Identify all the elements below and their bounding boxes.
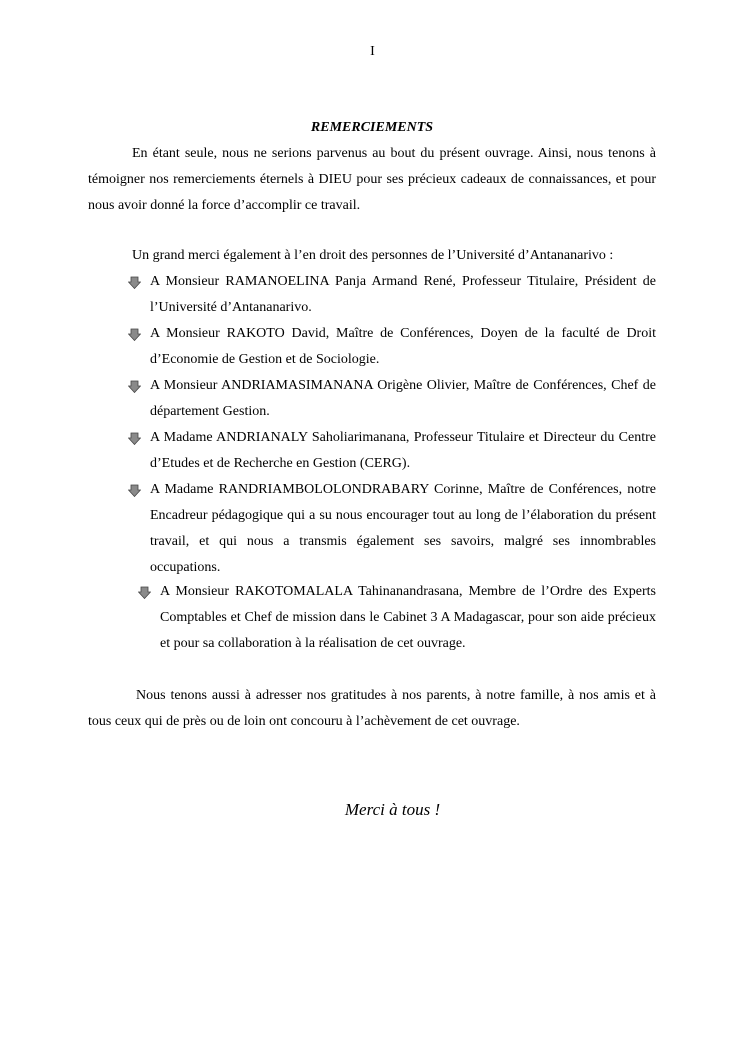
list-item-text: A Monsieur ANDRIAMASIMANANA Origène Olivier, Maître de Conférences, Chef de département Gestion. (150, 378, 656, 419)
list-item (128, 425, 656, 477)
arrow-bullet-icon (138, 586, 151, 599)
arrow-bullet-icon (128, 276, 141, 289)
signoff: Merci à tous ! (344, 800, 441, 819)
arrow-bullet-icon (128, 432, 141, 445)
arrow-bullet-icon (128, 484, 141, 497)
arrow-bullet-icon (128, 380, 141, 393)
thanks-list (128, 269, 656, 581)
list-item (138, 579, 656, 657)
list-item (128, 477, 656, 581)
list-item (128, 321, 656, 373)
list-item-text: A Monsieur RAKOTOMALALA Tahinanandrasana, Membre de l’Ordre des Experts Comptables et Chef de mission dans le Cabinet 3 A Madagascar, pour son aide précieux et pour sa collaboration à la réalisation de cet ouvrage. (160, 584, 656, 651)
list-item (128, 373, 656, 425)
page-number: I (370, 44, 375, 59)
list-item (128, 269, 656, 321)
list-item-text: A Madame ANDRIANALY Saholiarimanana, Professeur Titulaire et Directeur du Centre d’Etudes et de Recherche en Gestion (CERG). (150, 430, 656, 471)
thanks-intro-paragraph: Un grand merci également à l’en droit des personnes de l’Université d’Antananarivo : (132, 248, 614, 263)
list-item-text: A Monsieur RAKOTO David, Maître de Conférences, Doyen de la faculté de Droit d’Economie de Gestion et de Sociologie. (150, 326, 656, 367)
list-item-text: A Monsieur RAMANOELINA Panja Armand René, Professeur Titulaire, Président de l’Université d’Antananarivo. (150, 274, 656, 315)
thanks-list-secondary (138, 579, 656, 657)
closing-paragraph: Nous tenons aussi à adresser nos gratitudes à nos parents, à notre famille, à nos amis et à tous ceux qui de près ou de loin ont concouru à l’achèvement de cet ouvrage. (88, 688, 656, 729)
page-title: REMERCIEMENTS (310, 120, 434, 135)
list-item-text: A Madame RANDRIAMBOLOLONDRABARY Corinne, Maître de Conférences, notre Encadreur pédagogique qui a su nous encourager tout au long de l’élaboration du présent travail, et qui nous a transmis également ses savoirs, malgré ses innombrables occupations. (150, 482, 656, 575)
intro-paragraph: En étant seule, nous ne serions parvenus au bout du présent ouvrage. Ainsi, nous tenons à témoigner nos remerciements éternels à DIEU pour ses précieux cadeaux de connaissances, et pour nous avoir donné la force d’accomplir ce travail. (88, 146, 656, 213)
arrow-bullet-icon (128, 328, 141, 341)
